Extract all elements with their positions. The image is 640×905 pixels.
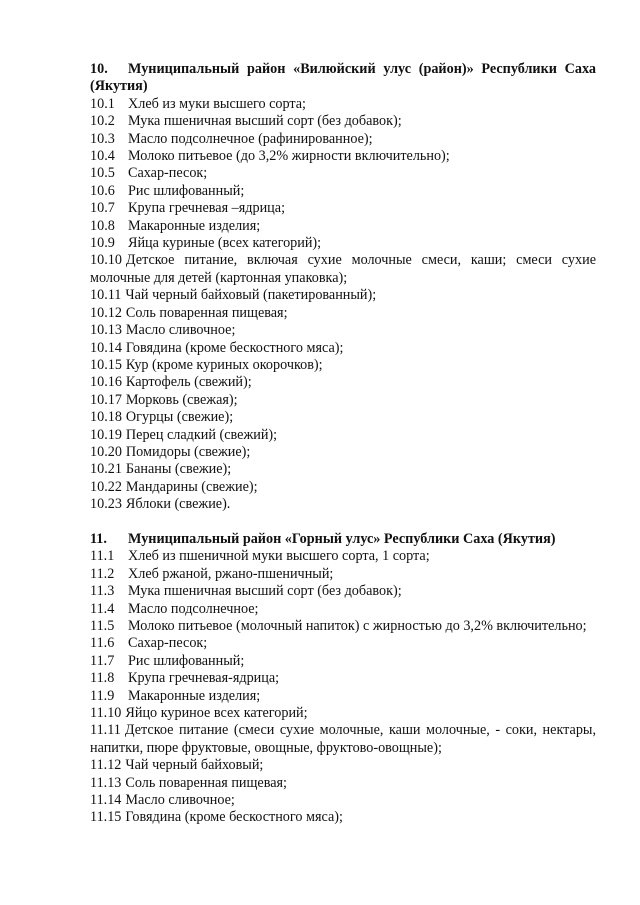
item-text: Хлеб из пшеничной муки высшего сорта, 1 сорта; [128,548,430,565]
item-number: 10.10 [90,252,122,269]
item-text: Яйцо куриное всех категорий; [125,705,308,722]
list-item [90,252,596,287]
item-number: 10.12 [90,304,122,321]
item-number: 10.6 [90,182,115,199]
item-number: 10.8 [90,217,115,234]
list-item [90,392,596,409]
list-item [90,601,596,618]
item-text: Говядина (кроме бескостного мяса); [125,339,344,356]
item-number: 10.11 [90,287,122,304]
list-item [90,113,596,130]
item-text: Яйца куриные (всех категорий); [128,235,322,252]
item-text: Помидоры (свежие); [125,443,251,460]
item-text: Морковь (свежая); [125,391,238,408]
item-number: 10.14 [90,339,122,356]
item-number: 11.12 [90,757,122,774]
list-item [90,653,596,670]
item-text: Соль поваренная пищевая; [125,304,288,321]
list-item [90,705,596,722]
item-number: 10.7 [90,200,115,217]
item-number: 11.2 [90,565,115,582]
item-text: Масло сливочное; [125,792,235,809]
item-number: 10.2 [90,113,115,130]
item-text: Говядина (кроме бескостного мяса); [125,809,343,826]
list-item [90,340,596,357]
item-number: 11.15 [90,809,122,826]
item-number: 11.8 [90,670,115,687]
item-text: Масло подсолнечное; [128,600,259,617]
list-item [90,566,596,583]
item-text: Яблоки (свежие). [125,496,231,513]
item-text: Хлеб из муки высшего сорта; [128,95,307,112]
item-text: Крупа гречневая –ядрица; [128,200,286,217]
list-item [90,635,596,652]
item-text: Рис шлифованный; [128,182,245,199]
list-item [90,479,596,496]
item-number: 11.3 [90,583,115,600]
item-text: Соль поваренная пищевая; [125,774,287,791]
item-text: Молоко питьевое (молочный напиток) с жирностью до 3,2% включительно; [128,617,587,634]
document-page [90,61,596,827]
list-item [90,148,596,165]
item-text: Макаронные изделия; [128,217,261,234]
list-item [90,96,596,113]
item-text: Кур (кроме куриных окорочков); [125,356,323,373]
item-text: Чай черный байховый (пакетированный); [125,287,377,304]
list-item [90,548,596,565]
item-number: 11.7 [90,652,115,669]
item-number: 10.1 [90,95,115,112]
list-item [90,235,596,252]
item-text: Мука пшеничная высший сорт (без добавок); [128,583,402,600]
list-item [90,409,596,426]
item-number: 10.15 [90,356,122,373]
item-number: 11.1 [90,548,115,565]
item-text: Чай черный байховый; [125,757,264,774]
list-item [90,287,596,304]
item-text: Хлеб ржаной, ржано-пшеничный; [128,565,334,582]
item-number: 10.19 [90,426,122,443]
item-text: Огурцы (свежие); [125,409,234,426]
item-number: 10.17 [90,391,122,408]
item-text: Крупа гречневая-ядрица; [128,670,280,687]
item-number: 10.5 [90,165,115,182]
item-text: Детское питание, включая сухие молочные смеси, каши; смеси сухие молочные для детей (картонная упаковка); [90,252,596,286]
item-number: 10.18 [90,409,122,426]
section-10 [90,61,596,514]
item-text: Сахар-песок; [128,165,208,182]
item-text: Мандарины (свежие); [125,478,258,495]
list-item [90,444,596,461]
item-text: Масло сливочное; [125,322,236,339]
section-heading [90,531,596,548]
list-item [90,757,596,774]
item-number: 10.3 [90,130,115,147]
section-11 [90,531,596,827]
item-number: 10.16 [90,374,122,391]
item-number: 11.14 [90,792,122,809]
list-item [90,165,596,182]
list-item [90,200,596,217]
item-text: Картофель (свежий); [125,374,252,391]
item-text: Макаронные изделия; [128,687,261,704]
item-text: Молоко питьевое (до 3,2% жирности включительно); [128,148,450,165]
list-item [90,374,596,391]
list-item [90,618,596,635]
list-item [90,131,596,148]
item-text: Масло подсолнечное (рафинированное); [128,130,373,147]
list-item [90,461,596,478]
item-text: Перец сладкий (свежий); [125,426,278,443]
item-number: 10.20 [90,443,122,460]
section-title: Муниципальный район «Вилюйский улус (район)» Республики Саха (Якутия) [90,61,596,95]
list-item [90,183,596,200]
list-item [90,357,596,374]
item-number: 11.11 [90,722,121,739]
list-item [90,305,596,322]
item-number: 10.21 [90,461,122,478]
list-item [90,792,596,809]
item-number: 11.6 [90,635,115,652]
item-text: Сахар-песок; [128,635,208,652]
item-text: Рис шлифованный; [128,652,245,669]
item-number: 10.23 [90,496,122,513]
section-heading [90,61,596,96]
item-number: 11.5 [90,617,115,634]
list-item [90,218,596,235]
item-number: 10.4 [90,148,115,165]
list-item [90,583,596,600]
list-item [90,427,596,444]
list-item [90,496,596,513]
item-number: 10.22 [90,478,122,495]
section-number: 11. [90,530,107,547]
section-number: 10. [90,61,108,77]
list-item [90,722,596,757]
item-text: Детское питание (смеси сухие молочные, каши молочные, - соки, нектары, напитки, пюре фруктовые, овощные, фруктово-овощные); [90,722,596,756]
item-number: 11.4 [90,600,115,617]
list-item [90,670,596,687]
list-item [90,322,596,339]
list-item [90,688,596,705]
item-number: 11.10 [90,705,122,722]
list-item [90,775,596,792]
list-item [90,809,596,826]
item-number: 10.9 [90,235,115,252]
item-number: 11.9 [90,687,115,704]
item-text: Мука пшеничная высший сорт (без добавок); [128,113,402,130]
item-text: Бананы (свежие); [125,461,232,478]
item-number: 11.13 [90,774,122,791]
section-title: Муниципальный район «Горный улус» Республики Саха (Якутия) [128,530,556,547]
item-number: 10.13 [90,322,122,339]
